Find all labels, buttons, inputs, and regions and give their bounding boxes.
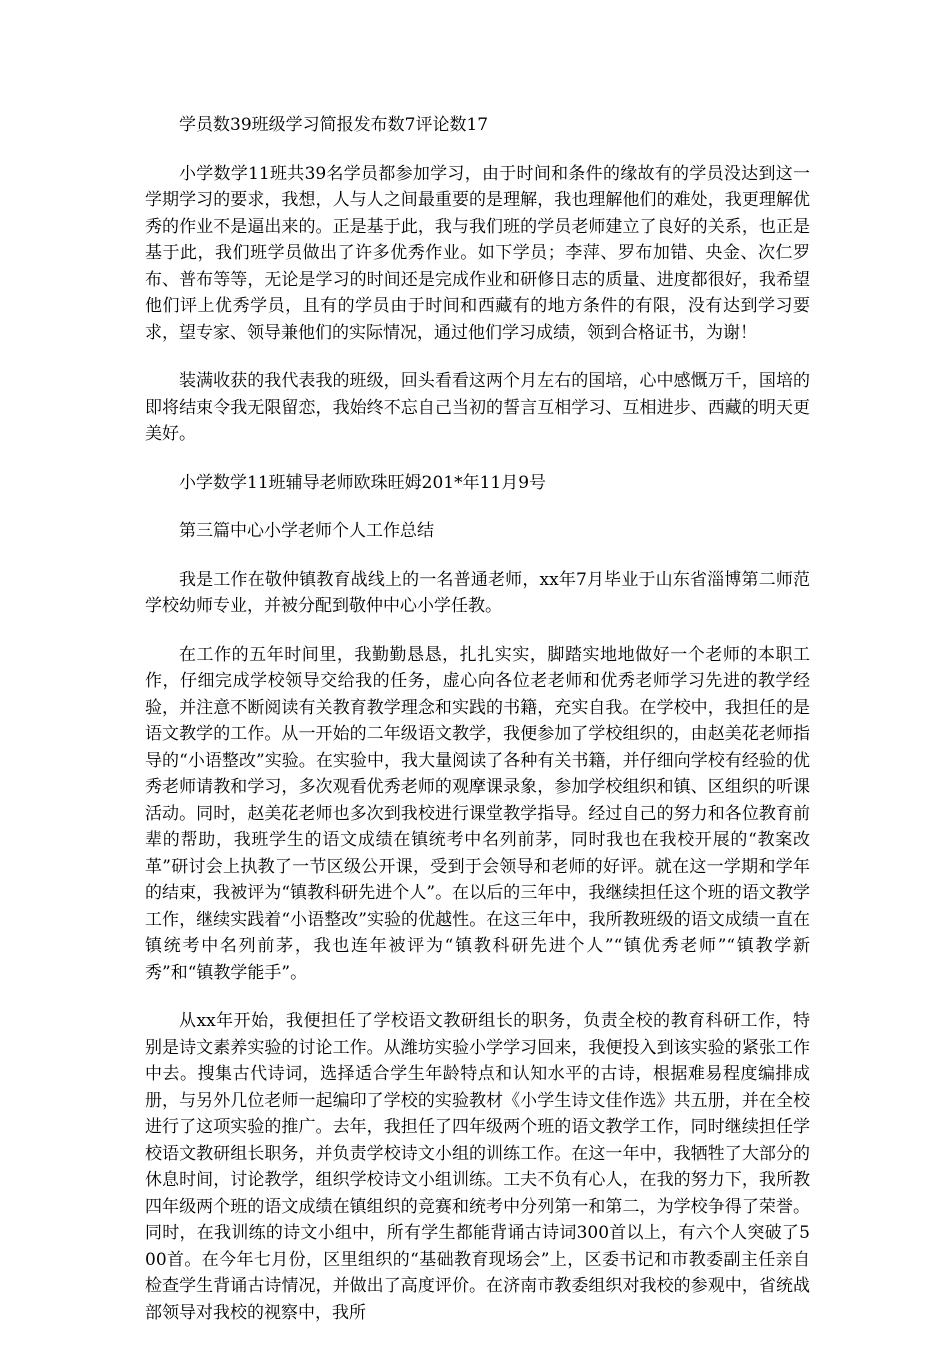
paragraph-signature: 小学数学11班辅导老师欧珠旺姆201*年11月9号: [179, 472, 547, 493]
paragraph-research-leader: 从xx年开始，我便担任了学校语文教研组长的职务，负责全校的教育科研工作，特别是诗文素养实验的讨论工作。从潍坊实验小学学习回来，我便投入到该实验的紧张工作中去。搜集古代诗词，选择适合学生年龄特点和认知水平的古诗，根据难易程度编排成册，与另外几位老师一起编印了学校的实验教材《小学生诗文佳作选》共五册，并在全校进行了这项实验的推广。去年，我担任了四年级两个班的语文教学工作，同时继续担任学校语文教研组长职务，并负责学校诗文小组的训练工作。在这一年中，我牺牲了大部分的休息时间，讨论教学，组织学校诗文小组训练。工夫不负有心人，在我的努力下，我所教四年级两个班的语文成绩在镇组织的竞赛和统考中分列第一和第二，为学校争得了荣誉。同时，在我训练的诗文小组中，所有学生都能背诵古诗词300首以上，有六个人突破了500首。在今年七月份，区里组织的“基础教育现场会”上，区委书记和市教委副主任亲自检查学生背诵古诗情况，并做出了高度评价。在济南市教委组织对我校的参观中，省统战部领导对我校的视察中，我所: [145, 1011, 810, 1323]
paragraph-stats: 学员数39班级学习简报发布数7评论数17: [179, 115, 489, 135]
paragraph-reflection: 装满收获的我代表我的班级，回头看看这两个月左右的国培，心中感慨万千，国培的即将结束令我无限留恋，我始终不忘自己当初的誓言互相学习、互相进步、西藏的明天更美好。: [145, 371, 810, 444]
document-page: [145, 112, 810, 1348]
paragraph-intro: 我是工作在敬仲镇教育战线上的一名普通老师，xx年7月毕业于山东省淄博第二师范学校幼师专业，并被分配到敬仲中心小学任教。: [145, 569, 810, 616]
section-heading: 第三篇中心小学老师个人工作总结: [179, 521, 434, 541]
paragraph-five-years: 在工作的五年时间里，我勤勤恳恳，扎扎实实，脚踏实地地做好一个老师的本职工作，仔细完成学校领导交给我的任务，虚心向各位老老师和优秀老师学习先进的教学经验，并注意不断阅读有关教育教学理念和实践的书籍，充实自我。在学校中，我担任的是语文教学的工作。从一开始的二年级语文教学，我便参加了学校组织的，由赵美花老师指导的“小语整改”实验。在实验中，我大量阅读了各种有关书籍，并仔细向学校有经验的优秀老师请教和学习，多次观看优秀老师的观摩课录象，参加学校组织和镇、区组织的听课活动。同时，赵美花老师也多次到我校进行课堂教学指导。经过自己的努力和各位教育前辈的帮助，我班学生的语文成绩在镇统考中名列前茅，同时我也在我校开展的“教案改革”研讨会上执教了一节区级公开课，受到于会领导和老师的好评。就在这一学期和学年的结束，我被评为“镇教科研先进个人”。在以后的三年中，我继续担任这个班的语文教学工作，继续实践着“小语整改”实验的优越性。在这三年中，我所教班级的语文成绩一直在镇统考中名列前茅，我也连年被评为“镇教科研先进个人”“镇优秀老师”“镇教学新秀”和“镇教学能手”。: [145, 644, 810, 983]
paragraph-class-summary: 小学数学11班共39名学员都参加学习，由于时间和条件的缘故有的学员没达到这一学期学习的要求，我想，人与人之间最重要的是理解，我也理解他们的难处，我更理解优秀的作业不是逼出来的。正是基于此，我与我们班的学员老师建立了良好的关系，也正是基于此，我们班学员做出了许多优秀作业。如下学员；李萍、罗布加错、央金、次仁罗布、普布等等，无论是学习的时间还是完成作业和研修日志的质量、进度都很好，我希望他们评上优秀学员，且有的学员由于时间和西藏有的地方条件的有限，没有达到学习要求，望专家、领导兼他们的实际情况，通过他们学习成绩，领到合格证书，为谢！: [145, 163, 810, 343]
